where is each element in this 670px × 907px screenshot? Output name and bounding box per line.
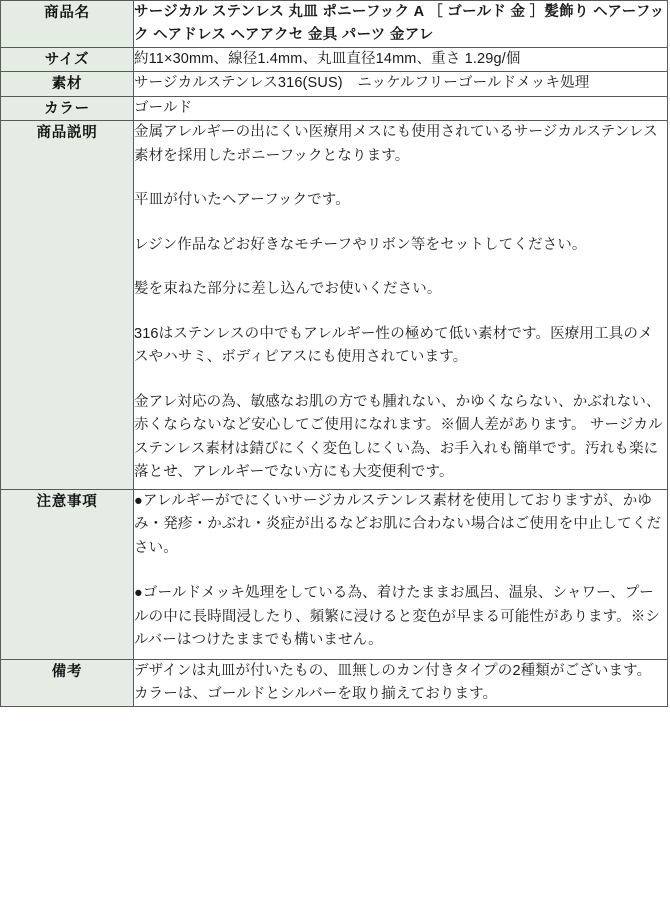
material-text: サージカルステンレス316(SUS) ニッケルフリーゴールドメッキ処理 xyxy=(134,75,590,92)
row-label-size: サイズ xyxy=(1,47,134,71)
row-label-color: カラー xyxy=(1,96,134,120)
description-paragraph-1: 金属アレルギーの出にくい医療用メスにも使用されているサージカルステンレス素材を採用したポニーフックとなります。 xyxy=(134,124,658,164)
row-label-product-name: 商品名 xyxy=(1,1,134,48)
row-value-remarks xyxy=(134,659,668,707)
description-paragraph-2: 平皿が付いたヘアーフックです。 xyxy=(134,192,350,209)
description-paragraph-6: 金アレ対応の為、敏感なお肌の方でも腫れない、かゆくならない、かぶれない、赤くならないなど安心してご使用になれます。※個人差があります。 サージカルステンレス素材は錆びにくく変色しにくい為、お手入れも簡単です。汚れも楽に落とせ、アレルギーでない方にも大変便利です。 xyxy=(134,393,663,481)
table-row-color xyxy=(1,96,668,120)
row-value-material xyxy=(134,72,668,96)
description-paragraph-3: レジン作品などお好きなモチーフやリボン等をセットしてください。 xyxy=(134,236,587,253)
remark-paragraph-1: デザインは丸皿が付いたもの、皿無しのカン付きタイプの2種類がございます。 カラーは、ゴールドとシルバーを取り揃えております。 xyxy=(134,662,652,702)
table-row-product-name xyxy=(1,1,668,48)
description-paragraph-4: 髪を束ねた部分に差し込んでお使いください。 xyxy=(134,281,442,298)
row-value-size xyxy=(134,47,668,71)
product-name-text: サージカル ステンレス 丸皿 ポニーフック A ［ ゴールド 金 ］髪飾り ヘアーフック ヘアドレス ヘアアクセ 金具 パーツ 金アレ xyxy=(134,4,665,43)
table-row-remarks xyxy=(1,659,668,707)
row-value-description xyxy=(134,121,668,489)
table-row-material xyxy=(1,72,668,96)
row-label-description: 商品説明 xyxy=(1,121,134,489)
row-value-color xyxy=(134,96,668,120)
row-label-remarks: 備考 xyxy=(1,659,134,707)
row-label-notes: 注意事項 xyxy=(1,489,134,659)
note-paragraph-1: ●アレルギーがでにくいサージカルステンレス素材を使用しておりますが、かゆみ・発疹・かぶれ・炎症が出るなどお肌に合わない場合はご使用を中止してください。 xyxy=(134,492,662,556)
spec-table-body xyxy=(1,1,668,707)
row-value-notes xyxy=(134,489,668,659)
size-text: 約11×30mm、線径1.4mm、丸皿直径14mm、重さ 1.29g/個 xyxy=(134,50,521,67)
note-paragraph-2: ●ゴールドメッキ処理をしている為、着けたままお風呂、温泉、シャワー、プールの中に長時間浸したり、頻繁に浸けると変色が早まる可能性があります。※シルバーはつけたままでも構いません。 xyxy=(134,585,661,649)
color-text: ゴールド xyxy=(134,99,193,116)
table-row-size xyxy=(1,47,668,71)
table-row-description xyxy=(1,121,668,489)
row-label-material: 素材 xyxy=(1,72,134,96)
row-value-product-name xyxy=(134,1,668,48)
description-paragraph-5: 316はステンレスの中でもアレルギー性の極めて低い素材です。医療用工具のメスやハサミ、ボディピアスにも使用されています。 xyxy=(134,325,653,366)
table-row-notes xyxy=(1,489,668,659)
